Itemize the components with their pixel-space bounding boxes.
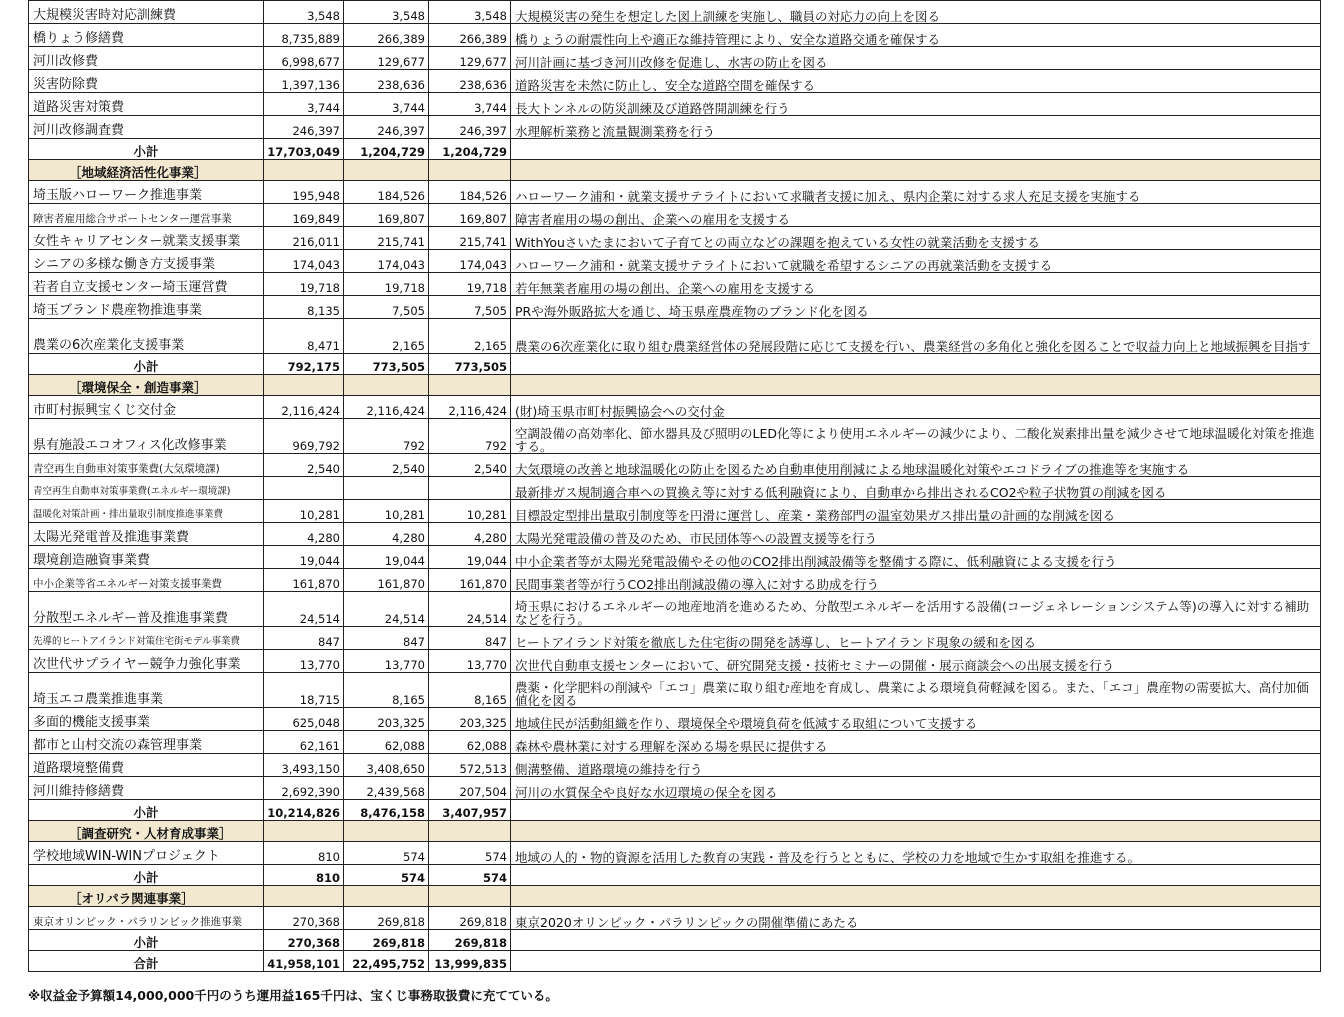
project-name: 都市と山村交流の森管理事業: [29, 731, 264, 754]
project-description: 次世代自動車支援センターにおいて、研究開発支援・技術セミナーの開催・展示商談会への出展支援を行う: [511, 650, 1321, 673]
lottery-amount: 169,807: [429, 204, 511, 227]
project-description: 道路災害を未然に防止し、安全な道路空間を確保する: [511, 70, 1321, 93]
project-description: 障害者雇用の場の創出、企業への雇用を支援する: [511, 204, 1321, 227]
lottery-amount: 2,116,424: [429, 396, 511, 419]
allocated-amount: 246,397: [344, 116, 429, 139]
subtotal-allocated: 1,204,729: [344, 139, 429, 160]
total-label: 合計: [29, 951, 264, 972]
section-filler: [429, 160, 511, 181]
subtotal-row: [29, 800, 1321, 821]
allocated-amount: 129,677: [344, 47, 429, 70]
lottery-amount: 792: [429, 419, 511, 454]
project-name: 中小企業等省エネルギー対策支援事業費: [29, 569, 264, 592]
lottery-amount: [429, 477, 511, 500]
budget-table-sheet: [28, 0, 1320, 972]
section-filler: [344, 886, 429, 907]
subtotal-description: [511, 930, 1321, 951]
allocated-amount: 3,408,650: [344, 754, 429, 777]
subtotal-budget: 270,368: [264, 930, 344, 951]
table-row: [29, 500, 1321, 523]
lottery-amount: 847: [429, 627, 511, 650]
project-description: 中小企業者等が太陽光発電設備やその他のCO2排出削減設備等を整備する際に、低利融資による支援を行う: [511, 546, 1321, 569]
lottery-amount: 129,677: [429, 47, 511, 70]
table-row: [29, 273, 1321, 296]
table-row: [29, 523, 1321, 546]
project-name: 青空再生自動車対策事業費(大気環境課): [29, 454, 264, 477]
subtotal-label: 小計: [29, 139, 264, 160]
section-filler: [344, 821, 429, 842]
budget-amount: 161,870: [264, 569, 344, 592]
table-row: [29, 1, 1321, 24]
table-row: [29, 70, 1321, 93]
table-row: [29, 477, 1321, 500]
budget-amount: 3,744: [264, 93, 344, 116]
table-row: [29, 419, 1321, 454]
budget-amount: 174,043: [264, 250, 344, 273]
allocated-amount: 4,280: [344, 523, 429, 546]
footnote: ※収益金予算額14,000,000千円のうち運用益165千円は、宝くじ事務取扱費に充てている。: [28, 988, 558, 1003]
total-budget: 41,958,101: [264, 951, 344, 972]
subtotal-description: [511, 865, 1321, 886]
budget-amount: 2,540: [264, 454, 344, 477]
table-row: [29, 569, 1321, 592]
subtotal-lottery: 773,505: [429, 354, 511, 375]
section-filler: [429, 375, 511, 396]
project-name: 橋りょう修繕費: [29, 24, 264, 47]
section-title: ［地域経済活性化事業］: [29, 160, 264, 181]
lottery-amount: 62,088: [429, 731, 511, 754]
project-name: 青空再生自動車対策事業費(エネルギー環境課): [29, 477, 264, 500]
lottery-amount: 3,548: [429, 1, 511, 24]
lottery-amount: 13,770: [429, 650, 511, 673]
table-row: [29, 650, 1321, 673]
project-description: 空調設備の高効率化、節水器具及び照明のLED化等により使用エネルギーの減少により、二酸化炭素排出量を減少させて地球温暖化対策を推進する。: [511, 419, 1321, 454]
project-name: 県有施設エコオフィス化改修事業: [29, 419, 264, 454]
project-description: 水理解析業務と流量観測業務を行う: [511, 116, 1321, 139]
project-name: 東京オリンピック・パラリンピック推進事業: [29, 907, 264, 930]
project-name: 若者自立支援センター埼玉運営費: [29, 273, 264, 296]
project-name: 大規模災害時対応訓練費: [29, 1, 264, 24]
budget-amount: 19,718: [264, 273, 344, 296]
project-name: 太陽光発電普及推進事業費: [29, 523, 264, 546]
budget-amount: 3,548: [264, 1, 344, 24]
project-description: 民間事業者等が行うCO2排出削減設備の導入に対する助成を行う: [511, 569, 1321, 592]
budget-amount: 10,281: [264, 500, 344, 523]
project-name: 温暖化対策計画・排出量取引制度推進事業費: [29, 500, 264, 523]
project-description: 地域住民が活動組織を作り、環境保全や環境負荷を低減する取組について支援する: [511, 708, 1321, 731]
project-name: 道路環境整備費: [29, 754, 264, 777]
table-row: [29, 777, 1321, 800]
allocated-amount: 3,548: [344, 1, 429, 24]
table-row: [29, 116, 1321, 139]
lottery-amount: 203,325: [429, 708, 511, 731]
budget-amount: 169,849: [264, 204, 344, 227]
section-header: [29, 821, 1321, 842]
table-row: [29, 296, 1321, 319]
allocated-amount: 24,514: [344, 592, 429, 627]
table-row: [29, 708, 1321, 731]
project-description: 若年無業者雇用の場の創出、企業への雇用を支援する: [511, 273, 1321, 296]
table-row: [29, 731, 1321, 754]
project-name: 環境創造融資事業費: [29, 546, 264, 569]
budget-amount: 270,368: [264, 907, 344, 930]
lottery-amount: 574: [429, 842, 511, 865]
allocated-amount: 8,165: [344, 673, 429, 708]
project-description: PRや海外販路拡大を通じ、埼玉県産農産物のブランド化を図る: [511, 296, 1321, 319]
project-name: シニアの多様な働き方支援事業: [29, 250, 264, 273]
subtotal-label: 小計: [29, 930, 264, 951]
subtotal-row: [29, 865, 1321, 886]
project-description: 橋りょうの耐震性向上や適正な維持管理により、安全な道路交通を確保する: [511, 24, 1321, 47]
subtotal-lottery: 1,204,729: [429, 139, 511, 160]
section-filler: [264, 821, 344, 842]
table-row: [29, 396, 1321, 419]
project-description: 長大トンネルの防災訓練及び道路啓開訓練を行う: [511, 93, 1321, 116]
lottery-amount: 174,043: [429, 250, 511, 273]
subtotal-allocated: 8,476,158: [344, 800, 429, 821]
budget-amount: 8,471: [264, 319, 344, 354]
table-row: [29, 907, 1321, 930]
section-filler: [511, 375, 1321, 396]
subtotal-budget: 792,175: [264, 354, 344, 375]
subtotal-budget: 10,214,826: [264, 800, 344, 821]
subtotal-lottery: 269,818: [429, 930, 511, 951]
allocated-amount: 2,439,568: [344, 777, 429, 800]
allocated-amount: 13,770: [344, 650, 429, 673]
allocated-amount: 19,044: [344, 546, 429, 569]
budget-amount: 847: [264, 627, 344, 650]
budget-amount: 24,514: [264, 592, 344, 627]
project-description: ハローワーク浦和・就業支援サテライトにおいて就職を希望するシニアの再就業活動を支援する: [511, 250, 1321, 273]
project-name: 障害者雇用総合サポートセンター運営事業: [29, 204, 264, 227]
subtotal-allocated: 269,818: [344, 930, 429, 951]
budget-amount: 2,692,390: [264, 777, 344, 800]
total-description: [511, 951, 1321, 972]
project-description: 大気環境の改善と地球温暖化の防止を図るため自動車使用削減による地球温暖化対策やエコドライブの推進等を実施する: [511, 454, 1321, 477]
section-filler: [511, 821, 1321, 842]
table-row: [29, 227, 1321, 250]
budget-amount: 8,735,889: [264, 24, 344, 47]
table-row: [29, 319, 1321, 354]
table-row: [29, 627, 1321, 650]
budget-amount: 969,792: [264, 419, 344, 454]
section-filler: [264, 160, 344, 181]
total-row: [29, 951, 1321, 972]
subtotal-description: [511, 800, 1321, 821]
lottery-amount: 266,389: [429, 24, 511, 47]
subtotal-budget: 810: [264, 865, 344, 886]
project-name: 分散型エネルギー普及推進事業費: [29, 592, 264, 627]
allocated-amount: 574: [344, 842, 429, 865]
lottery-amount: 572,513: [429, 754, 511, 777]
subtotal-description: [511, 139, 1321, 160]
allocated-amount: 161,870: [344, 569, 429, 592]
budget-amount: 216,011: [264, 227, 344, 250]
section-filler: [429, 821, 511, 842]
allocated-amount: 215,741: [344, 227, 429, 250]
lottery-amount: 161,870: [429, 569, 511, 592]
project-description: 河川計画に基づき河川改修を促進し、水害の防止を図る: [511, 47, 1321, 70]
section-filler: [344, 375, 429, 396]
allocated-amount: 174,043: [344, 250, 429, 273]
table-row: [29, 842, 1321, 865]
budget-amount: 19,044: [264, 546, 344, 569]
budget-amount: 1,397,136: [264, 70, 344, 93]
allocated-amount: 62,088: [344, 731, 429, 754]
budget-amount: [264, 477, 344, 500]
project-name: 市町村振興宝くじ交付金: [29, 396, 264, 419]
budget-amount: 3,493,150: [264, 754, 344, 777]
project-description: 地域の人的・物的資源を活用した教育の実践・普及を行うとともに、学校の力を地域で生かす取組を推進する。: [511, 842, 1321, 865]
budget-amount: 195,948: [264, 181, 344, 204]
allocated-amount: 847: [344, 627, 429, 650]
section-filler: [429, 886, 511, 907]
project-name: 災害防除費: [29, 70, 264, 93]
project-description: 河川の水質保全や良好な水辺環境の保全を図る: [511, 777, 1321, 800]
section-filler: [511, 160, 1321, 181]
allocated-amount: 3,744: [344, 93, 429, 116]
project-name: 河川維持修繕費: [29, 777, 264, 800]
project-description: 森林や農林業に対する理解を深める場を県民に提供する: [511, 731, 1321, 754]
table-row: [29, 673, 1321, 708]
table-row: [29, 181, 1321, 204]
section-title: ［環境保全・創造事業］: [29, 375, 264, 396]
lottery-amount: 19,044: [429, 546, 511, 569]
table-row: [29, 250, 1321, 273]
subtotal-lottery: 3,407,957: [429, 800, 511, 821]
project-description: 大規模災害の発生を想定した図上訓練を実施し、職員の対応力の向上を図る: [511, 1, 1321, 24]
project-name: 次世代サプライヤー競争力強化事業: [29, 650, 264, 673]
project-name: 埼玉版ハローワーク推進事業: [29, 181, 264, 204]
budget-amount: 810: [264, 842, 344, 865]
allocated-amount: 269,818: [344, 907, 429, 930]
subtotal-allocated: 574: [344, 865, 429, 886]
allocated-amount: 19,718: [344, 273, 429, 296]
section-filler: [344, 160, 429, 181]
project-description: 最新排ガス規制適合車への買換え等に対する低利融資により、自動車から排出されるCO2や粒子状物質の削減を図る: [511, 477, 1321, 500]
subtotal-allocated: 773,505: [344, 354, 429, 375]
allocated-amount: 238,636: [344, 70, 429, 93]
project-name: 多面的機能支援事業: [29, 708, 264, 731]
project-name: 農業の6次産業化支援事業: [29, 319, 264, 354]
subtotal-description: [511, 354, 1321, 375]
subtotal-label: 小計: [29, 800, 264, 821]
project-name: 埼玉エコ農業推進事業: [29, 673, 264, 708]
lottery-amount: 269,818: [429, 907, 511, 930]
budget-amount: 18,715: [264, 673, 344, 708]
lottery-amount: 4,280: [429, 523, 511, 546]
table-row: [29, 546, 1321, 569]
subtotal-row: [29, 139, 1321, 160]
table-row: [29, 454, 1321, 477]
section-header: [29, 375, 1321, 396]
lottery-amount: 10,281: [429, 500, 511, 523]
lottery-amount: 184,526: [429, 181, 511, 204]
table-row: [29, 47, 1321, 70]
section-filler: [264, 886, 344, 907]
budget-amount: 62,161: [264, 731, 344, 754]
section-title: ［オリパラ関連事業］: [29, 886, 264, 907]
lottery-amount: 246,397: [429, 116, 511, 139]
budget-amount: 13,770: [264, 650, 344, 673]
project-name: 女性キャリアセンター就業支援事業: [29, 227, 264, 250]
lottery-amount: 238,636: [429, 70, 511, 93]
project-name: 河川改修費: [29, 47, 264, 70]
lottery-amount: 19,718: [429, 273, 511, 296]
table-row: [29, 204, 1321, 227]
allocated-amount: 2,540: [344, 454, 429, 477]
subtotal-row: [29, 354, 1321, 375]
project-description: 目標設定型排出量取引制度等を円滑に運営し、産業・業務部門の温室効果ガス排出量の計画的な削減を図る: [511, 500, 1321, 523]
section-filler: [511, 886, 1321, 907]
project-description: 東京2020オリンピック・パラリンピックの開催準備にあたる: [511, 907, 1321, 930]
subtotal-label: 小計: [29, 865, 264, 886]
lottery-amount: 2,165: [429, 319, 511, 354]
lottery-amount: 7,505: [429, 296, 511, 319]
project-description: 農業の6次産業化に取り組む農業経営体の発展段階に応じて支援を行い、農業経営の多角化と強化を図ることで収益力向上と地域振興を目指す: [511, 319, 1321, 354]
table-row: [29, 754, 1321, 777]
allocated-amount: 2,116,424: [344, 396, 429, 419]
project-description: WithYouさいたまにおいて子育てとの両立などの課題を抱えている女性の就業活動を支援する: [511, 227, 1321, 250]
project-description: 埼玉県におけるエネルギーの地産地消を進めるため、分散型エネルギーを活用する設備(コージェネレーションシステム等)の導入に対する補助などを行う。: [511, 592, 1321, 627]
section-filler: [264, 375, 344, 396]
budget-amount: 6,998,677: [264, 47, 344, 70]
lottery-amount: 207,504: [429, 777, 511, 800]
project-name: 道路災害対策費: [29, 93, 264, 116]
subtotal-label: 小計: [29, 354, 264, 375]
lottery-amount: 2,540: [429, 454, 511, 477]
budget-amount: 625,048: [264, 708, 344, 731]
subtotal-row: [29, 930, 1321, 951]
allocated-amount: 10,281: [344, 500, 429, 523]
project-description: 側溝整備、道路環境の維持を行う: [511, 754, 1321, 777]
lottery-amount: 24,514: [429, 592, 511, 627]
total-allocated: 22,495,752: [344, 951, 429, 972]
section-title: ［調査研究・人材育成事業］: [29, 821, 264, 842]
budget-table: [28, 0, 1321, 972]
allocated-amount: [344, 477, 429, 500]
section-header: [29, 886, 1321, 907]
project-name: 先導的ヒートアイランド対策住宅街モデル事業費: [29, 627, 264, 650]
table-row: [29, 592, 1321, 627]
project-description: 太陽光発電設備の普及のため、市民団体等への設置支援等を行う: [511, 523, 1321, 546]
allocated-amount: 7,505: [344, 296, 429, 319]
section-header: [29, 160, 1321, 181]
project-name: 埼玉ブランド農産物推進事業: [29, 296, 264, 319]
subtotal-lottery: 574: [429, 865, 511, 886]
allocated-amount: 2,165: [344, 319, 429, 354]
project-description: ヒートアイランド対策を徹底した住宅街の開発を誘導し、ヒートアイランド現象の緩和を図る: [511, 627, 1321, 650]
allocated-amount: 203,325: [344, 708, 429, 731]
budget-amount: 4,280: [264, 523, 344, 546]
project-name: 学校地域WIN-WINプロジェクト: [29, 842, 264, 865]
allocated-amount: 266,389: [344, 24, 429, 47]
allocated-amount: 169,807: [344, 204, 429, 227]
project-description: 農薬・化学肥料の削減や「エコ」農業に取り組む産地を育成し、農業による環境負荷軽減を図る。また、「エコ」農産物の需要拡大、高付加価値化を図る: [511, 673, 1321, 708]
project-name: 河川改修調査費: [29, 116, 264, 139]
lottery-amount: 215,741: [429, 227, 511, 250]
budget-amount: 2,116,424: [264, 396, 344, 419]
lottery-amount: 8,165: [429, 673, 511, 708]
budget-table-body: [29, 1, 1321, 972]
allocated-amount: 792: [344, 419, 429, 454]
project-description: (財)埼玉県市町村振興協会への交付金: [511, 396, 1321, 419]
subtotal-budget: 17,703,049: [264, 139, 344, 160]
budget-amount: 8,135: [264, 296, 344, 319]
budget-amount: 246,397: [264, 116, 344, 139]
table-row: [29, 93, 1321, 116]
project-description: ハローワーク浦和・就業支援サテライトにおいて求職者支援に加え、県内企業に対する求人充足支援を実施する: [511, 181, 1321, 204]
table-row: [29, 24, 1321, 47]
total-lottery: 13,999,835: [429, 951, 511, 972]
lottery-amount: 3,744: [429, 93, 511, 116]
allocated-amount: 184,526: [344, 181, 429, 204]
